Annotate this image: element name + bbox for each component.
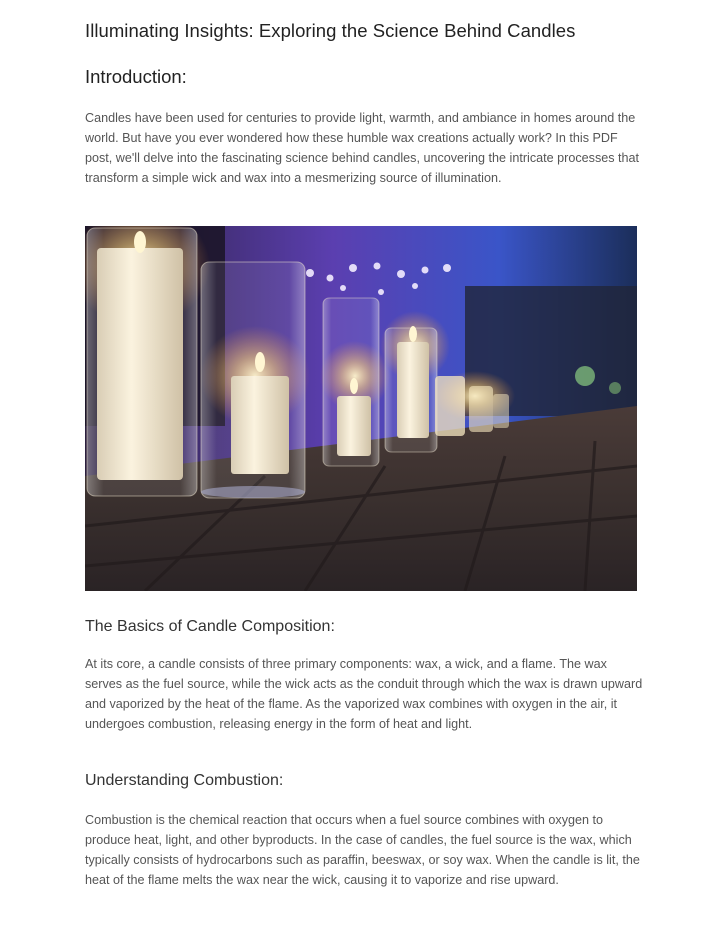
- section-text-combustion: Combustion is the chemical reaction that occurs when a fuel source combines with oxygen to produce heat, light, and other byproducts. In the case of candles, the fuel source is the wax, which typically consists of hydrocarbons such as paraffin, beeswax, or soy wax. When the candle is lit, the heat of the flame melts the wax near the wick, causing it to vaporize and rise upward.: [85, 813, 640, 887]
- section-text-introduction: Candles have been used for centuries to provide light, warmth, and ambiance in homes around the world. But have you ever wondered how these humble wax creations actually work? In this PDF post, we'll delve into the fascinating science behind candles, uncovering the intricate processes that transform a simple wick and wax into a mesmerizing source of illumination.: [85, 111, 640, 185]
- section-heading-combustion: Understanding Combustion:: [85, 772, 284, 789]
- section-text-basics: At its core, a candle consists of three primary components: wax, a wick, and a flame. The wax serves as the fuel source, while the wick acts as the conduit through which the wax is drawn upward and vaporized by the heat of the flame. As the vaporized wax combines with oxygen in the air, it undergoes combustion, releasing energy in the form of heat and light.: [85, 657, 643, 731]
- document-title: Illuminating Insights: Exploring the Science Behind Candles: [85, 20, 576, 41]
- section-heading-introduction: Introduction:: [85, 66, 187, 87]
- section-heading-basics: The Basics of Candle Composition:: [85, 618, 335, 635]
- candles-photo-illustration: [85, 226, 637, 591]
- candles-photo: [85, 226, 637, 591]
